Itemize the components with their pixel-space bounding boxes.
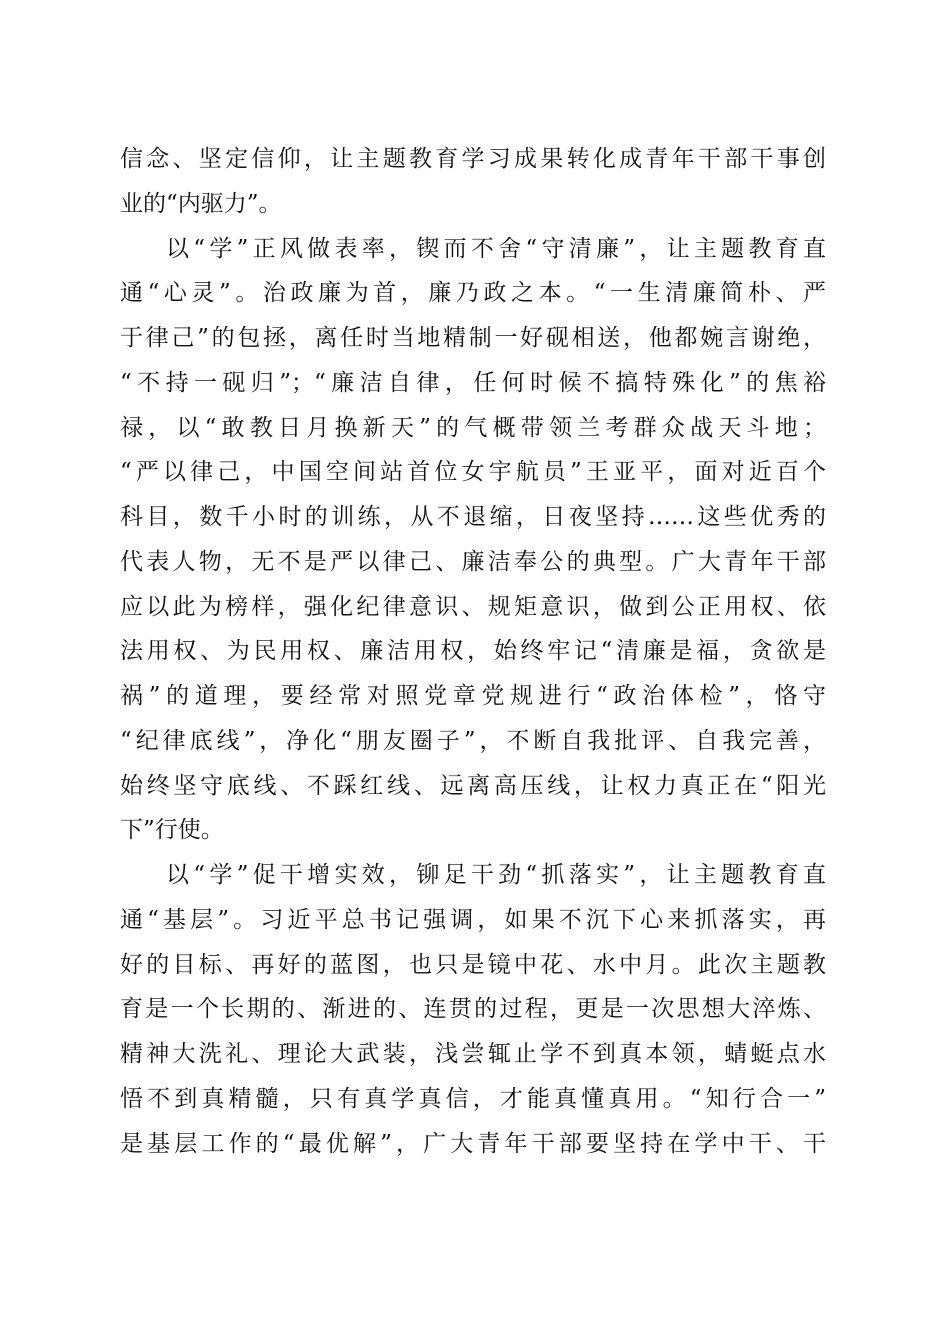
paragraph-first-line: 以“学”正风做表率，锲而不舍“守清廉”，让主题教育直 [166,236,826,262]
text-line: 悟不到真精髓，只有真学真信，才能真懂真用。“知行合一” [120,1086,826,1112]
text-line: 于律己”的包拯，离任时当地精制一好砚相送，他都婉言谢绝， [120,325,826,351]
text-line: “严以律己，中国空间站首位女宇航员”王亚平，面对近百个 [120,459,826,485]
paragraph-first-line: 以“学”促干增实效，铆足干劲“抓落实”，让主题教育直 [166,862,826,888]
text-line: 好的目标、再好的蓝图，也只是镜中花、水中月。此次主题教 [120,952,826,978]
text-line: 育是一个长期的、渐进的、连贯的过程，更是一次思想大淬炼、 [120,996,826,1022]
text-line: 代表人物，无不是严以律己、廉洁奉公的典型。广大青年干部 [120,549,826,575]
text-line: 下”行使。 [120,817,224,843]
text-line: 是基层工作的“最优解”，广大青年干部要坚持在学中干、干 [120,1131,826,1157]
text-line: 精神大洗礼、理论大武装，浅尝辄止学不到真本领，蜻蜓点水 [120,1041,826,1067]
text-line: “纪律底线”，净化“朋友圈子”，不断自我批评、自我完善， [120,728,826,754]
text-line: “不持一砚归”；“廉洁自律，任何时候不搞特殊化”的焦裕 [120,370,826,396]
text-line: 祸”的道理，要经常对照党章党规进行“政治体检”，恪守 [120,683,826,709]
text-line: 始终坚守底线、不踩红线、远离高压线，让权力真正在“阳光 [120,773,826,799]
text-line: 科目，数千小时的训练，从不退缩，日夜坚持……这些优秀的 [120,504,826,530]
text-line: 通“基层”。习近平总书记强调，如果不沉下心来抓落实，再 [120,907,826,933]
text-line: 禄，以“敢教日月换新天”的气概带领兰考群众战天斗地； [120,415,826,441]
text-line: 应以此为榜样，强化纪律意识、规矩意识，做到公正用权、依 [120,594,826,620]
text-line: 业的“内驱力”。 [120,191,282,217]
text-line: 法用权、为民用权、廉洁用权，始终牢记“清廉是福，贪欲是 [120,638,826,664]
text-line: 信念、坚定信仰，让主题教育学习成果转化成青年干部干事创 [120,146,826,172]
text-line: 通“心灵”。治政廉为首，廉乃政之本。“一生清廉简朴、严 [120,280,826,306]
